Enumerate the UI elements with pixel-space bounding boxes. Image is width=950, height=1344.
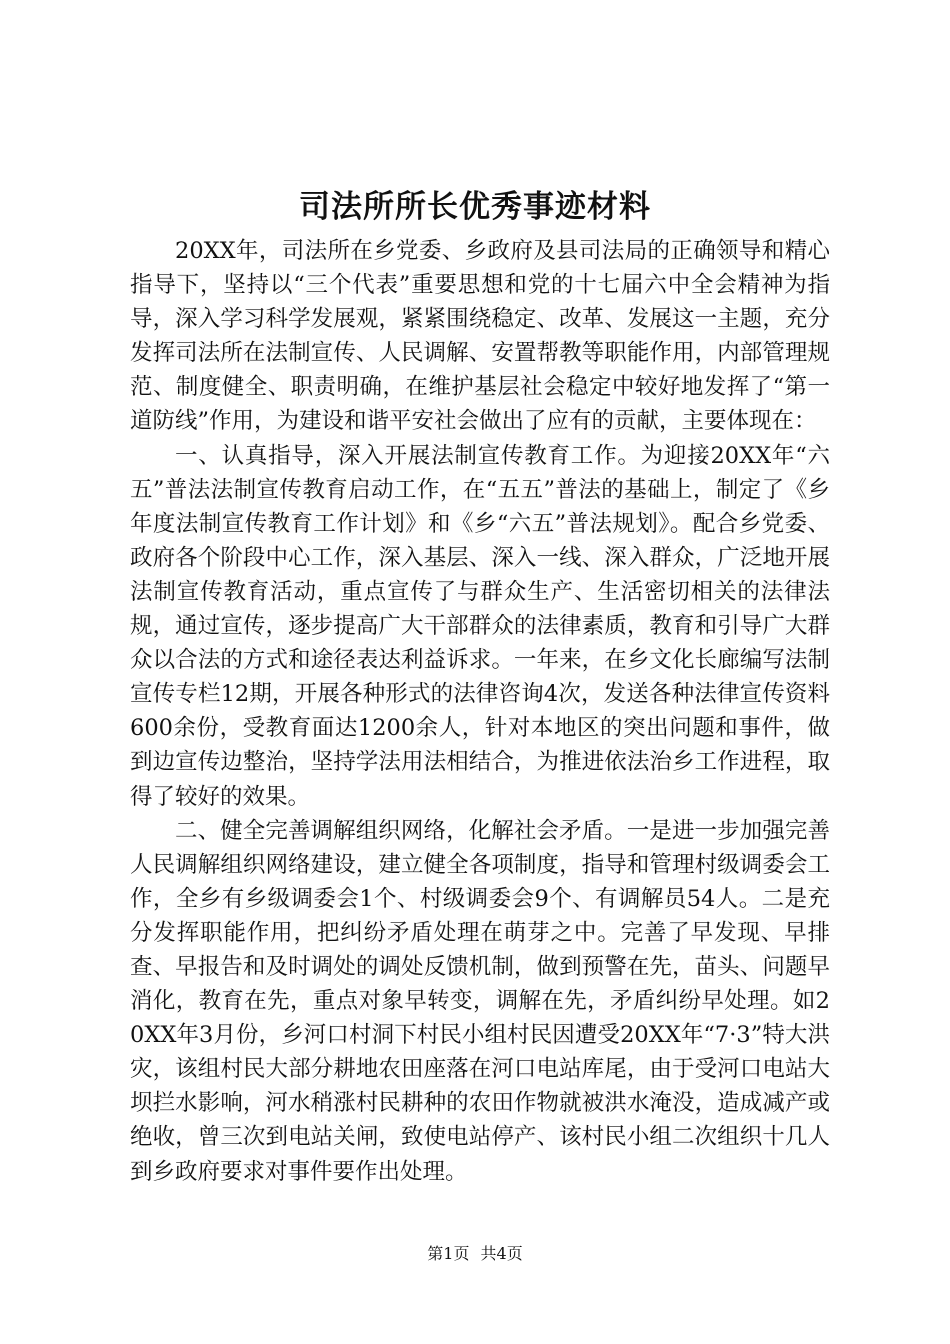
document-title: 司法所所长优秀事迹材料 xyxy=(299,189,651,225)
paragraph-mediation-network: 二、健全完善调解组织网络，化解社会矛盾。一是进一步加强完善人民调解组织网络建设，建立健全各项制度，指导和管理村级调委会工作，全乡有乡级调委会1个、村级调委会9个、有调解员54人。二是充分发挥职能作用，把纠纷矛盾处理在萌芽之中。完善了早发现、早排查、早报告和及时调处的调处反馈机制，做到预警在先，苗头、问题早消化，教育在先，重点对象早转变，调解在先，矛盾纠纷早处理。如20XX年3月份，乡河口村洞下村民小组村民因遭受20XX年“7·3”特大洪灾，该组村民大部分耕地农田座落在河口电站库尾，由于受河口电站大坝拦水影响，河水稍涨村民耕种的农田作物就被洪水淹没，造成减产或绝收，曾三次到电站关闸，致使电站停产、该村民小组二次组织十几人到乡政府要求对事件要作出处理。 xyxy=(130,817,830,1185)
paragraph-intro: 20XX年，司法所在乡党委、乡政府及县司法局的正确领导和精心指导下，坚持以“三个代表”重要思想和党的十七届六中全会精神为指导，深入学习科学发展观，紧紧围绕稳定、改革、发展这一主题，充分发挥司法所在法制宣传、人民调解、安置帮教等职能作用，内部管理规范、制度健全、职责明确，在维护基层社会稳定中较好地发挥了“第一道防线”作用，为建设和谐平安社会做出了应有的贡献，主要体现在： xyxy=(130,238,830,435)
page-total: 共4页 xyxy=(480,1244,523,1263)
page-number: 第1页 xyxy=(427,1244,470,1263)
paragraph-legal-publicity: 一、认真指导，深入开展法制宣传教育工作。为迎接20XX年“六五”普法法制宣传教育启动工作，在“五五”普法的基础上，制定了《乡年度法制宣传教育工作计划》和《乡“六五”普法规划》。配合乡党委、政府各个阶段中心工作，深入基层、深入一线、深入群众，广泛地开展法制宣传教育活动，重点宣传了与群众生产、生活密切相关的法律法规，通过宣传，逐步提高广大干部群众的法律素质，教育和引导广大群众以合法的方式和途径表达利益诉求。一年来，在乡文化长廊编写法制宣传专栏12期，开展各种形式的法律咨询4次，发送各种法律宣传资料600余份，受教育面达1200余人，针对本地区的突出问题和事件，做到边宣传边整治，坚持学法用法相结合，为推进依法治乡工作进程，取得了较好的效果。 xyxy=(130,442,830,810)
document-body xyxy=(130,234,830,1189)
page-footer xyxy=(0,1243,950,1265)
